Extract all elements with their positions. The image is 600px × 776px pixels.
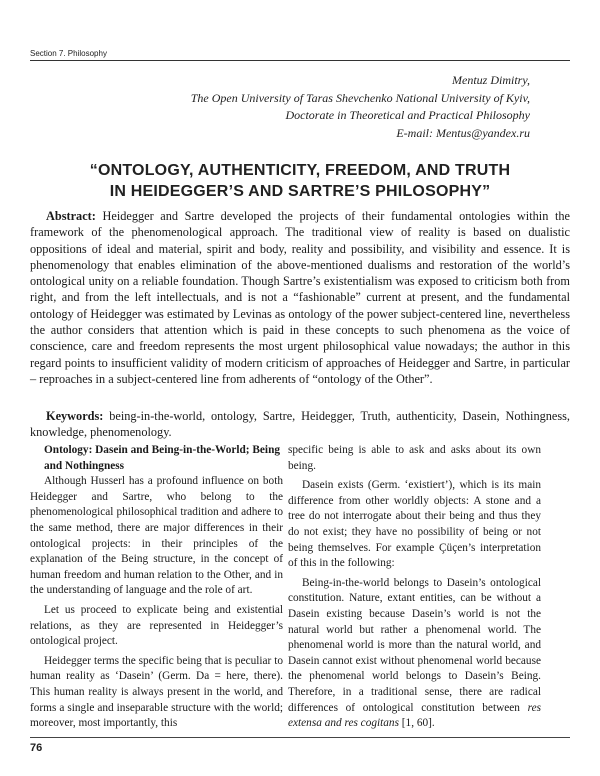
page-number: 76 (30, 742, 43, 754)
author-affiliation: The Open University of Taras Shevchenko National University of Kyiv, (190, 90, 530, 105)
author-name: Mentuz Dimitry, (452, 73, 530, 87)
section-heading: Ontology: Dasein and Being-in-the-World; Being and Nothingness (44, 444, 280, 472)
quote-italic-term: res extensa and res cogitans (288, 701, 541, 730)
title-line-2: IN HEIDEGGER’S AND SARTRE’S PHILOSOPHY” (109, 183, 491, 200)
paragraph: Let us proceed to explicate being and existential relations, as they are represented in Heidegger’s ontological project. (30, 603, 283, 648)
right-column (288, 443, 541, 732)
keywords-text: being-in-the-world, ontology, Sartre, Heidegger, Truth, authenticity, Dasein, Nothingness, knowledge, phenomenology. (30, 409, 571, 440)
paragraph-continuation: specific being is able to ask and asks about its own being. (288, 444, 541, 472)
title-line-1: “ONTOLOGY, AUTHENTICITY, FREEDOM, AND TRUTH (89, 162, 511, 179)
paragraph: Heidegger terms the specific being that is peculiar to human reality as ‘Dasein’ (Germ. Da = here, there). This human reality is always present in the world, and forms a single and inseparable structure with the world; moreover, most importantly, this (30, 654, 283, 730)
quote-text: Being-in-the-world belongs to Dasein’s ontological constitution. Nature, extant entities, can be without a Dasein existing because Dasein’s world is not the natural world but rather a phenomenal world. The phenomenal world is more than the natural world, and Dasein cannot exist without phenomenal world because the phenomenal world belongs to Dasein’s Being. Therefore, in a traditional sense, there are radical differences of ontological constitution between (288, 576, 541, 714)
keywords (30, 408, 570, 441)
paragraph: Dasein exists (Germ. ‘existiert’), which is its main difference from other worldly objects: A stone and a tree do not interrogate about their being and thus they do not exist; they have no possibility of being or not being themselves. For example Çüçen’s interpretation of this in the following: (288, 479, 541, 570)
keywords-label: Keywords: (46, 409, 104, 423)
author-degree: Doctorate in Theoretical and Practical Philosophy (285, 108, 530, 122)
footer-divider (30, 737, 570, 738)
left-column (30, 443, 283, 732)
article-title (30, 160, 570, 202)
author-block (191, 72, 530, 142)
abstract (30, 208, 570, 387)
citation: [1, 60]. (401, 717, 435, 730)
abstract-label: Abstract: (46, 209, 96, 223)
section-header: Section 7. Philosophy (30, 49, 107, 58)
header-divider (30, 60, 570, 61)
author-email: E-mail: Mentus@yandex.ru (396, 125, 530, 140)
block-quote (288, 576, 541, 732)
abstract-text: Heidegger and Sartre developed the projects of their fundamental ontologies within the framework of the phenomenological approach. The traditional view of reality is based on dualistic oppositions of ideal and material, spirit and body, reality and possibility, and visibility and essence. It is phenomenology that enables elimination of the above-mentioned dualisms and restoration of the world’s ontological unity on a reliable foundation. Though Sartre’s existentialism was exposed to criticism both from right, and from the left intellectuals, and is not a “fashionable” current at present, and the fundamental ontology of Heidegger was estimated by Levinas as ontology of the power subject-centered line, nevertheless the author considers that attention which is paid in these concepts to such phenomena as the voice of conscience, care and freedom represents the most urgent philosophical value nowadays; the author in this regard points to insufficient validity of modern criticism of approaches of Heidegger and Sartre, in particular – reproaches in a subject-centered line from adherents of “ontology of the Other”. (30, 209, 570, 386)
paragraph: Although Husserl has a profound influence on both Heidegger and Sartre, who belong to the phenomenological philosophical tradition and adhere to the same method, there are major differences in their ontological projects: in their principles of the explanation of the Being structure, in the concept of human freedom and human relation to the Other, and in the understanding of language and the role of art. (30, 475, 283, 597)
